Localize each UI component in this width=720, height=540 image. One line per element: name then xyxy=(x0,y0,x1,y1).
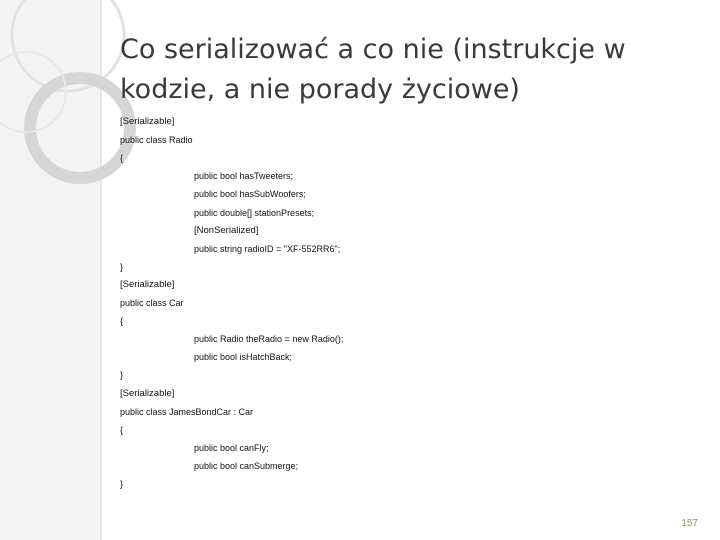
code-line: public bool canSubmerge; xyxy=(194,460,299,471)
page-number: 157 xyxy=(681,518,698,529)
code-line: public bool hasSubWoofers; xyxy=(194,189,306,200)
code-line: public class Car xyxy=(120,298,184,308)
code-line: public string radioID = "XF-552RR6"; xyxy=(194,243,341,254)
slide-title: Co serializować a co nie (instrukcje w kodzie, a nie porady życiowe) xyxy=(120,34,626,105)
code-attribute-line: [Serializable] xyxy=(120,116,175,127)
code-attribute-line: [Serializable] xyxy=(120,278,175,290)
code-line: { xyxy=(120,316,124,327)
code-attribute-line: [Serializable] xyxy=(120,387,175,399)
code-line: public Radio theRadio = new Radio(); xyxy=(194,334,344,345)
code-line: public bool canFly; xyxy=(194,442,269,453)
code-line: } xyxy=(120,261,124,272)
code-line: public bool isHatchBack; xyxy=(194,352,293,363)
code-line: public class JamesBondCar : Car xyxy=(120,406,254,417)
code-line: } xyxy=(120,370,124,381)
code-line: public class Radio xyxy=(120,135,193,146)
code-line: public double[] stationPresets; xyxy=(194,207,315,218)
code-line: { xyxy=(120,153,124,164)
code-line: } xyxy=(120,479,124,489)
code-line: { xyxy=(120,424,124,435)
code-attribute-line: [NonSerialized] xyxy=(194,224,259,236)
code-line: public bool hasTweeters; xyxy=(194,171,294,182)
